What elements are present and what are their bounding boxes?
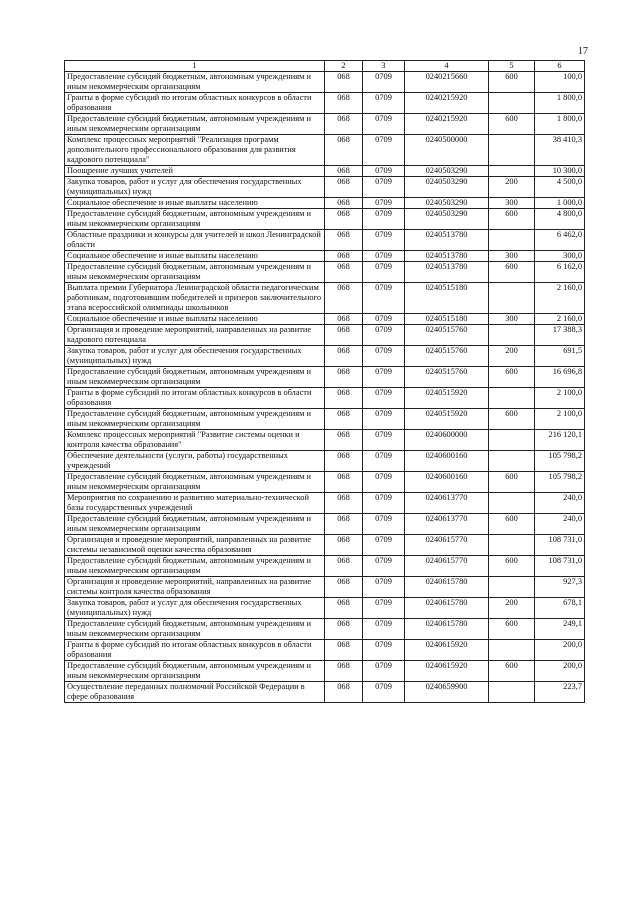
expense-type-cell <box>489 535 535 556</box>
expense-type-cell <box>489 430 535 451</box>
section-code-cell: 0709 <box>363 535 405 556</box>
target-article-cell: 0240503290 <box>405 166 489 177</box>
table-row <box>65 262 585 283</box>
ministry-code-cell: 068 <box>325 114 363 135</box>
section-code-cell: 0709 <box>363 177 405 198</box>
table-row <box>65 577 585 598</box>
expense-name-cell: Гранты в форме субсидий по итогам областных конкурсов в области образования <box>65 388 325 409</box>
expense-type-cell: 600 <box>489 114 535 135</box>
expense-type-cell: 600 <box>489 556 535 577</box>
target-article-cell: 0240600160 <box>405 472 489 493</box>
section-code-cell: 0709 <box>363 198 405 209</box>
section-code-cell: 0709 <box>363 251 405 262</box>
target-article-cell: 0240215920 <box>405 93 489 114</box>
target-article-cell: 0240615780 <box>405 577 489 598</box>
section-code-cell: 0709 <box>363 598 405 619</box>
expense-name-cell: Социальное обеспечение и иные выплаты населению <box>65 314 325 325</box>
ministry-code-cell: 068 <box>325 283 363 314</box>
expense-name-cell: Осуществление переданных полномочий Российской Федерации в сфере образования <box>65 682 325 703</box>
amount-cell: 200,0 <box>535 640 585 661</box>
expense-name-cell: Предоставление субсидий бюджетным, автономным учреждениям и иным некоммерческим организациям <box>65 472 325 493</box>
expense-name-cell: Организация и проведение мероприятий, направленных на развитие кадрового потенциала <box>65 325 325 346</box>
amount-cell: 2 160,0 <box>535 314 585 325</box>
expense-type-cell <box>489 230 535 251</box>
table-row <box>65 619 585 640</box>
expense-name-cell: Предоставление субсидий бюджетным, автономным учреждениям и иным некоммерческим организациям <box>65 556 325 577</box>
table-row <box>65 114 585 135</box>
section-code-cell: 0709 <box>363 451 405 472</box>
column-header-4: 4 <box>405 61 489 72</box>
target-article-cell: 0240515920 <box>405 409 489 430</box>
target-article-cell: 0240215660 <box>405 72 489 93</box>
section-code-cell: 0709 <box>363 409 405 430</box>
ministry-code-cell: 068 <box>325 514 363 535</box>
expense-name-cell: Комплекс процессных мероприятий "Реализация программ дополнительного профессионального образования для развития кадрового потенциала" <box>65 135 325 166</box>
amount-cell: 200,0 <box>535 661 585 682</box>
expense-type-cell <box>489 325 535 346</box>
target-article-cell: 0240659900 <box>405 682 489 703</box>
ministry-code-cell: 068 <box>325 598 363 619</box>
expense-name-cell: Закупка товаров, работ и услуг для обеспечения государственных (муниципальных) нужд <box>65 346 325 367</box>
table-row <box>65 598 585 619</box>
expense-type-cell <box>489 388 535 409</box>
table-row <box>65 72 585 93</box>
target-article-cell: 0240613770 <box>405 514 489 535</box>
table-row <box>65 209 585 230</box>
expense-type-cell <box>489 93 535 114</box>
table-row <box>65 230 585 251</box>
amount-cell: 4 800,0 <box>535 209 585 230</box>
ministry-code-cell: 068 <box>325 640 363 661</box>
section-code-cell: 0709 <box>363 230 405 251</box>
section-code-cell: 0709 <box>363 472 405 493</box>
amount-cell: 108 731,0 <box>535 535 585 556</box>
section-code-cell: 0709 <box>363 640 405 661</box>
section-code-cell: 0709 <box>363 577 405 598</box>
ministry-code-cell: 068 <box>325 493 363 514</box>
ministry-code-cell: 068 <box>325 451 363 472</box>
ministry-code-cell: 068 <box>325 177 363 198</box>
expense-type-cell <box>489 451 535 472</box>
section-code-cell: 0709 <box>363 514 405 535</box>
expense-name-cell: Предоставление субсидий бюджетным, автономным учреждениям и иным некоммерческим организациям <box>65 661 325 682</box>
ministry-code-cell: 068 <box>325 472 363 493</box>
table-header-row <box>65 61 585 72</box>
section-code-cell: 0709 <box>363 262 405 283</box>
expense-name-cell: Гранты в форме субсидий по итогам областных конкурсов в области образования <box>65 93 325 114</box>
section-code-cell: 0709 <box>363 367 405 388</box>
column-header-1: 1 <box>65 61 325 72</box>
table-row <box>65 514 585 535</box>
amount-cell: 678,1 <box>535 598 585 619</box>
ministry-code-cell: 068 <box>325 166 363 177</box>
expense-name-cell: Предоставление субсидий бюджетным, автономным учреждениям и иным некоммерческим организациям <box>65 619 325 640</box>
table-row <box>65 409 585 430</box>
expense-type-cell: 600 <box>489 472 535 493</box>
section-code-cell: 0709 <box>363 93 405 114</box>
table-row <box>65 251 585 262</box>
amount-cell: 691,5 <box>535 346 585 367</box>
target-article-cell: 0240503290 <box>405 177 489 198</box>
expense-name-cell: Закупка товаров, работ и услуг для обеспечения государственных (муниципальных) нужд <box>65 177 325 198</box>
table-row <box>65 325 585 346</box>
ministry-code-cell: 068 <box>325 346 363 367</box>
amount-cell: 6 462,0 <box>535 230 585 251</box>
ministry-code-cell: 068 <box>325 230 363 251</box>
table-row <box>65 346 585 367</box>
expense-name-cell: Выплата премии Губернатора Ленинградской области педагогическим работникам, подготовившим победителей и призеров заключительного этапа всероссийской олимпиады школьников <box>65 283 325 314</box>
section-code-cell: 0709 <box>363 619 405 640</box>
expense-type-cell: 600 <box>489 367 535 388</box>
amount-cell: 108 731,0 <box>535 556 585 577</box>
section-code-cell: 0709 <box>363 346 405 367</box>
target-article-cell: 0240615780 <box>405 598 489 619</box>
expense-type-cell <box>489 682 535 703</box>
ministry-code-cell: 068 <box>325 535 363 556</box>
ministry-code-cell: 068 <box>325 251 363 262</box>
expense-name-cell: Предоставление субсидий бюджетным, автономным учреждениям и иным некоммерческим организациям <box>65 409 325 430</box>
ministry-code-cell: 068 <box>325 314 363 325</box>
ministry-code-cell: 068 <box>325 135 363 166</box>
table-row <box>65 640 585 661</box>
table-row <box>65 367 585 388</box>
target-article-cell: 0240515920 <box>405 388 489 409</box>
expense-type-cell: 600 <box>489 619 535 640</box>
target-article-cell: 0240513780 <box>405 230 489 251</box>
table-row <box>65 314 585 325</box>
expense-type-cell: 200 <box>489 346 535 367</box>
amount-cell: 6 162,0 <box>535 262 585 283</box>
ministry-code-cell: 068 <box>325 430 363 451</box>
expense-name-cell: Закупка товаров, работ и услуг для обеспечения государственных (муниципальных) нужд <box>65 598 325 619</box>
ministry-code-cell: 068 <box>325 209 363 230</box>
expense-name-cell: Комплекс процессных мероприятий "Развитие системы оценки и контроля качества образования" <box>65 430 325 451</box>
expense-name-cell: Предоставление субсидий бюджетным, автономным учреждениям и иным некоммерческим организациям <box>65 514 325 535</box>
section-code-cell: 0709 <box>363 493 405 514</box>
amount-cell: 249,1 <box>535 619 585 640</box>
expense-name-cell: Предоставление субсидий бюджетным, автономным учреждениям и иным некоммерческим организациям <box>65 72 325 93</box>
expense-type-cell <box>489 166 535 177</box>
expense-type-cell <box>489 135 535 166</box>
column-header-2: 2 <box>325 61 363 72</box>
target-article-cell: 0240515180 <box>405 283 489 314</box>
target-article-cell: 0240600160 <box>405 451 489 472</box>
amount-cell: 105 798,2 <box>535 472 585 493</box>
amount-cell: 2 100,0 <box>535 409 585 430</box>
table-row <box>65 661 585 682</box>
target-article-cell: 0240515760 <box>405 367 489 388</box>
expense-name-cell: Предоставление субсидий бюджетным, автономным учреждениям и иным некоммерческим организациям <box>65 114 325 135</box>
expense-type-cell: 300 <box>489 314 535 325</box>
amount-cell: 4 500,0 <box>535 177 585 198</box>
column-header-6: 6 <box>535 61 585 72</box>
amount-cell: 240,0 <box>535 514 585 535</box>
expense-name-cell: Предоставление субсидий бюджетным, автономным учреждениям и иным некоммерческим организациям <box>65 262 325 283</box>
table-row <box>65 198 585 209</box>
target-article-cell: 0240600000 <box>405 430 489 451</box>
section-code-cell: 0709 <box>363 135 405 166</box>
table-row <box>65 177 585 198</box>
ministry-code-cell: 068 <box>325 367 363 388</box>
expense-type-cell: 600 <box>489 262 535 283</box>
expense-name-cell: Областные праздники и конкурсы для учителей и школ Ленинградской области <box>65 230 325 251</box>
table-row <box>65 388 585 409</box>
expense-type-cell: 600 <box>489 209 535 230</box>
amount-cell: 1 800,0 <box>535 93 585 114</box>
section-code-cell: 0709 <box>363 114 405 135</box>
table-row <box>65 430 585 451</box>
section-code-cell: 0709 <box>363 72 405 93</box>
expense-name-cell: Организация и проведение мероприятий, направленных на развитие системы контроля качества образования <box>65 577 325 598</box>
expense-name-cell: Социальное обеспечение и иные выплаты населению <box>65 198 325 209</box>
table-row <box>65 556 585 577</box>
target-article-cell: 0240515760 <box>405 325 489 346</box>
expense-type-cell: 200 <box>489 598 535 619</box>
target-article-cell: 0240613770 <box>405 493 489 514</box>
expense-type-cell: 600 <box>489 661 535 682</box>
page-number: 17 <box>578 46 588 57</box>
section-code-cell: 0709 <box>363 283 405 314</box>
section-code-cell: 0709 <box>363 166 405 177</box>
amount-cell: 105 798,2 <box>535 451 585 472</box>
table-row <box>65 451 585 472</box>
expense-name-cell: Социальное обеспечение и иные выплаты населению <box>65 251 325 262</box>
table-row <box>65 682 585 703</box>
ministry-code-cell: 068 <box>325 388 363 409</box>
section-code-cell: 0709 <box>363 314 405 325</box>
expense-type-cell: 300 <box>489 198 535 209</box>
amount-cell: 223,7 <box>535 682 585 703</box>
expense-type-cell: 600 <box>489 514 535 535</box>
expense-type-cell <box>489 493 535 514</box>
expense-name-cell: Предоставление субсидий бюджетным, автономным учреждениям и иным некоммерческим организациям <box>65 209 325 230</box>
amount-cell: 100,0 <box>535 72 585 93</box>
ministry-code-cell: 068 <box>325 325 363 346</box>
ministry-code-cell: 068 <box>325 409 363 430</box>
expense-name-cell: Предоставление субсидий бюджетным, автономным учреждениям и иным некоммерческим организациям <box>65 367 325 388</box>
table-row <box>65 472 585 493</box>
ministry-code-cell: 068 <box>325 93 363 114</box>
expense-type-cell <box>489 640 535 661</box>
expense-type-cell: 200 <box>489 177 535 198</box>
target-article-cell: 0240515180 <box>405 314 489 325</box>
table-row <box>65 135 585 166</box>
section-code-cell: 0709 <box>363 556 405 577</box>
expense-type-cell <box>489 577 535 598</box>
amount-cell: 300,0 <box>535 251 585 262</box>
amount-cell: 16 696,8 <box>535 367 585 388</box>
amount-cell: 240,0 <box>535 493 585 514</box>
section-code-cell: 0709 <box>363 388 405 409</box>
target-article-cell: 0240503290 <box>405 209 489 230</box>
column-header-3: 3 <box>363 61 405 72</box>
target-article-cell: 0240615780 <box>405 619 489 640</box>
amount-cell: 38 410,3 <box>535 135 585 166</box>
target-article-cell: 0240615770 <box>405 556 489 577</box>
amount-cell: 927,3 <box>535 577 585 598</box>
target-article-cell: 0240615770 <box>405 535 489 556</box>
section-code-cell: 0709 <box>363 209 405 230</box>
ministry-code-cell: 068 <box>325 661 363 682</box>
target-article-cell: 0240503290 <box>405 198 489 209</box>
expense-type-cell: 300 <box>489 251 535 262</box>
ministry-code-cell: 068 <box>325 682 363 703</box>
ministry-code-cell: 068 <box>325 619 363 640</box>
expense-name-cell: Поощрение лучших учителей <box>65 166 325 177</box>
column-header-5: 5 <box>489 61 535 72</box>
expense-name-cell: Мероприятия по сохранению и развитию материально-технической базы государственных учреждений <box>65 493 325 514</box>
ministry-code-cell: 068 <box>325 577 363 598</box>
table-row <box>65 93 585 114</box>
ministry-code-cell: 068 <box>325 262 363 283</box>
expense-name-cell: Обеспечение деятельности (услуги, работы) государственных учреждений <box>65 451 325 472</box>
target-article-cell: 0240513780 <box>405 262 489 283</box>
target-article-cell: 0240513780 <box>405 251 489 262</box>
amount-cell: 10 300,0 <box>535 166 585 177</box>
target-article-cell: 0240515760 <box>405 346 489 367</box>
target-article-cell: 0240215920 <box>405 114 489 135</box>
target-article-cell: 0240500000 <box>405 135 489 166</box>
ministry-code-cell: 068 <box>325 556 363 577</box>
expense-type-cell: 600 <box>489 72 535 93</box>
table-row <box>65 535 585 556</box>
table-row <box>65 493 585 514</box>
amount-cell: 216 120,1 <box>535 430 585 451</box>
table-body <box>65 72 585 703</box>
amount-cell: 1 800,0 <box>535 114 585 135</box>
expense-type-cell: 600 <box>489 409 535 430</box>
target-article-cell: 0240615920 <box>405 640 489 661</box>
budget-table <box>64 60 585 703</box>
expense-name-cell: Гранты в форме субсидий по итогам областных конкурсов в области образования <box>65 640 325 661</box>
ministry-code-cell: 068 <box>325 72 363 93</box>
section-code-cell: 0709 <box>363 325 405 346</box>
ministry-code-cell: 068 <box>325 198 363 209</box>
expense-name-cell: Организация и проведение мероприятий, направленных на развитие системы независимой оценки качества образования <box>65 535 325 556</box>
amount-cell: 2 100,0 <box>535 388 585 409</box>
target-article-cell: 0240615920 <box>405 661 489 682</box>
amount-cell: 2 160,0 <box>535 283 585 314</box>
table-row <box>65 283 585 314</box>
amount-cell: 17 388,3 <box>535 325 585 346</box>
expense-type-cell <box>489 283 535 314</box>
section-code-cell: 0709 <box>363 661 405 682</box>
section-code-cell: 0709 <box>363 430 405 451</box>
amount-cell: 1 000,0 <box>535 198 585 209</box>
section-code-cell: 0709 <box>363 682 405 703</box>
table-row <box>65 166 585 177</box>
